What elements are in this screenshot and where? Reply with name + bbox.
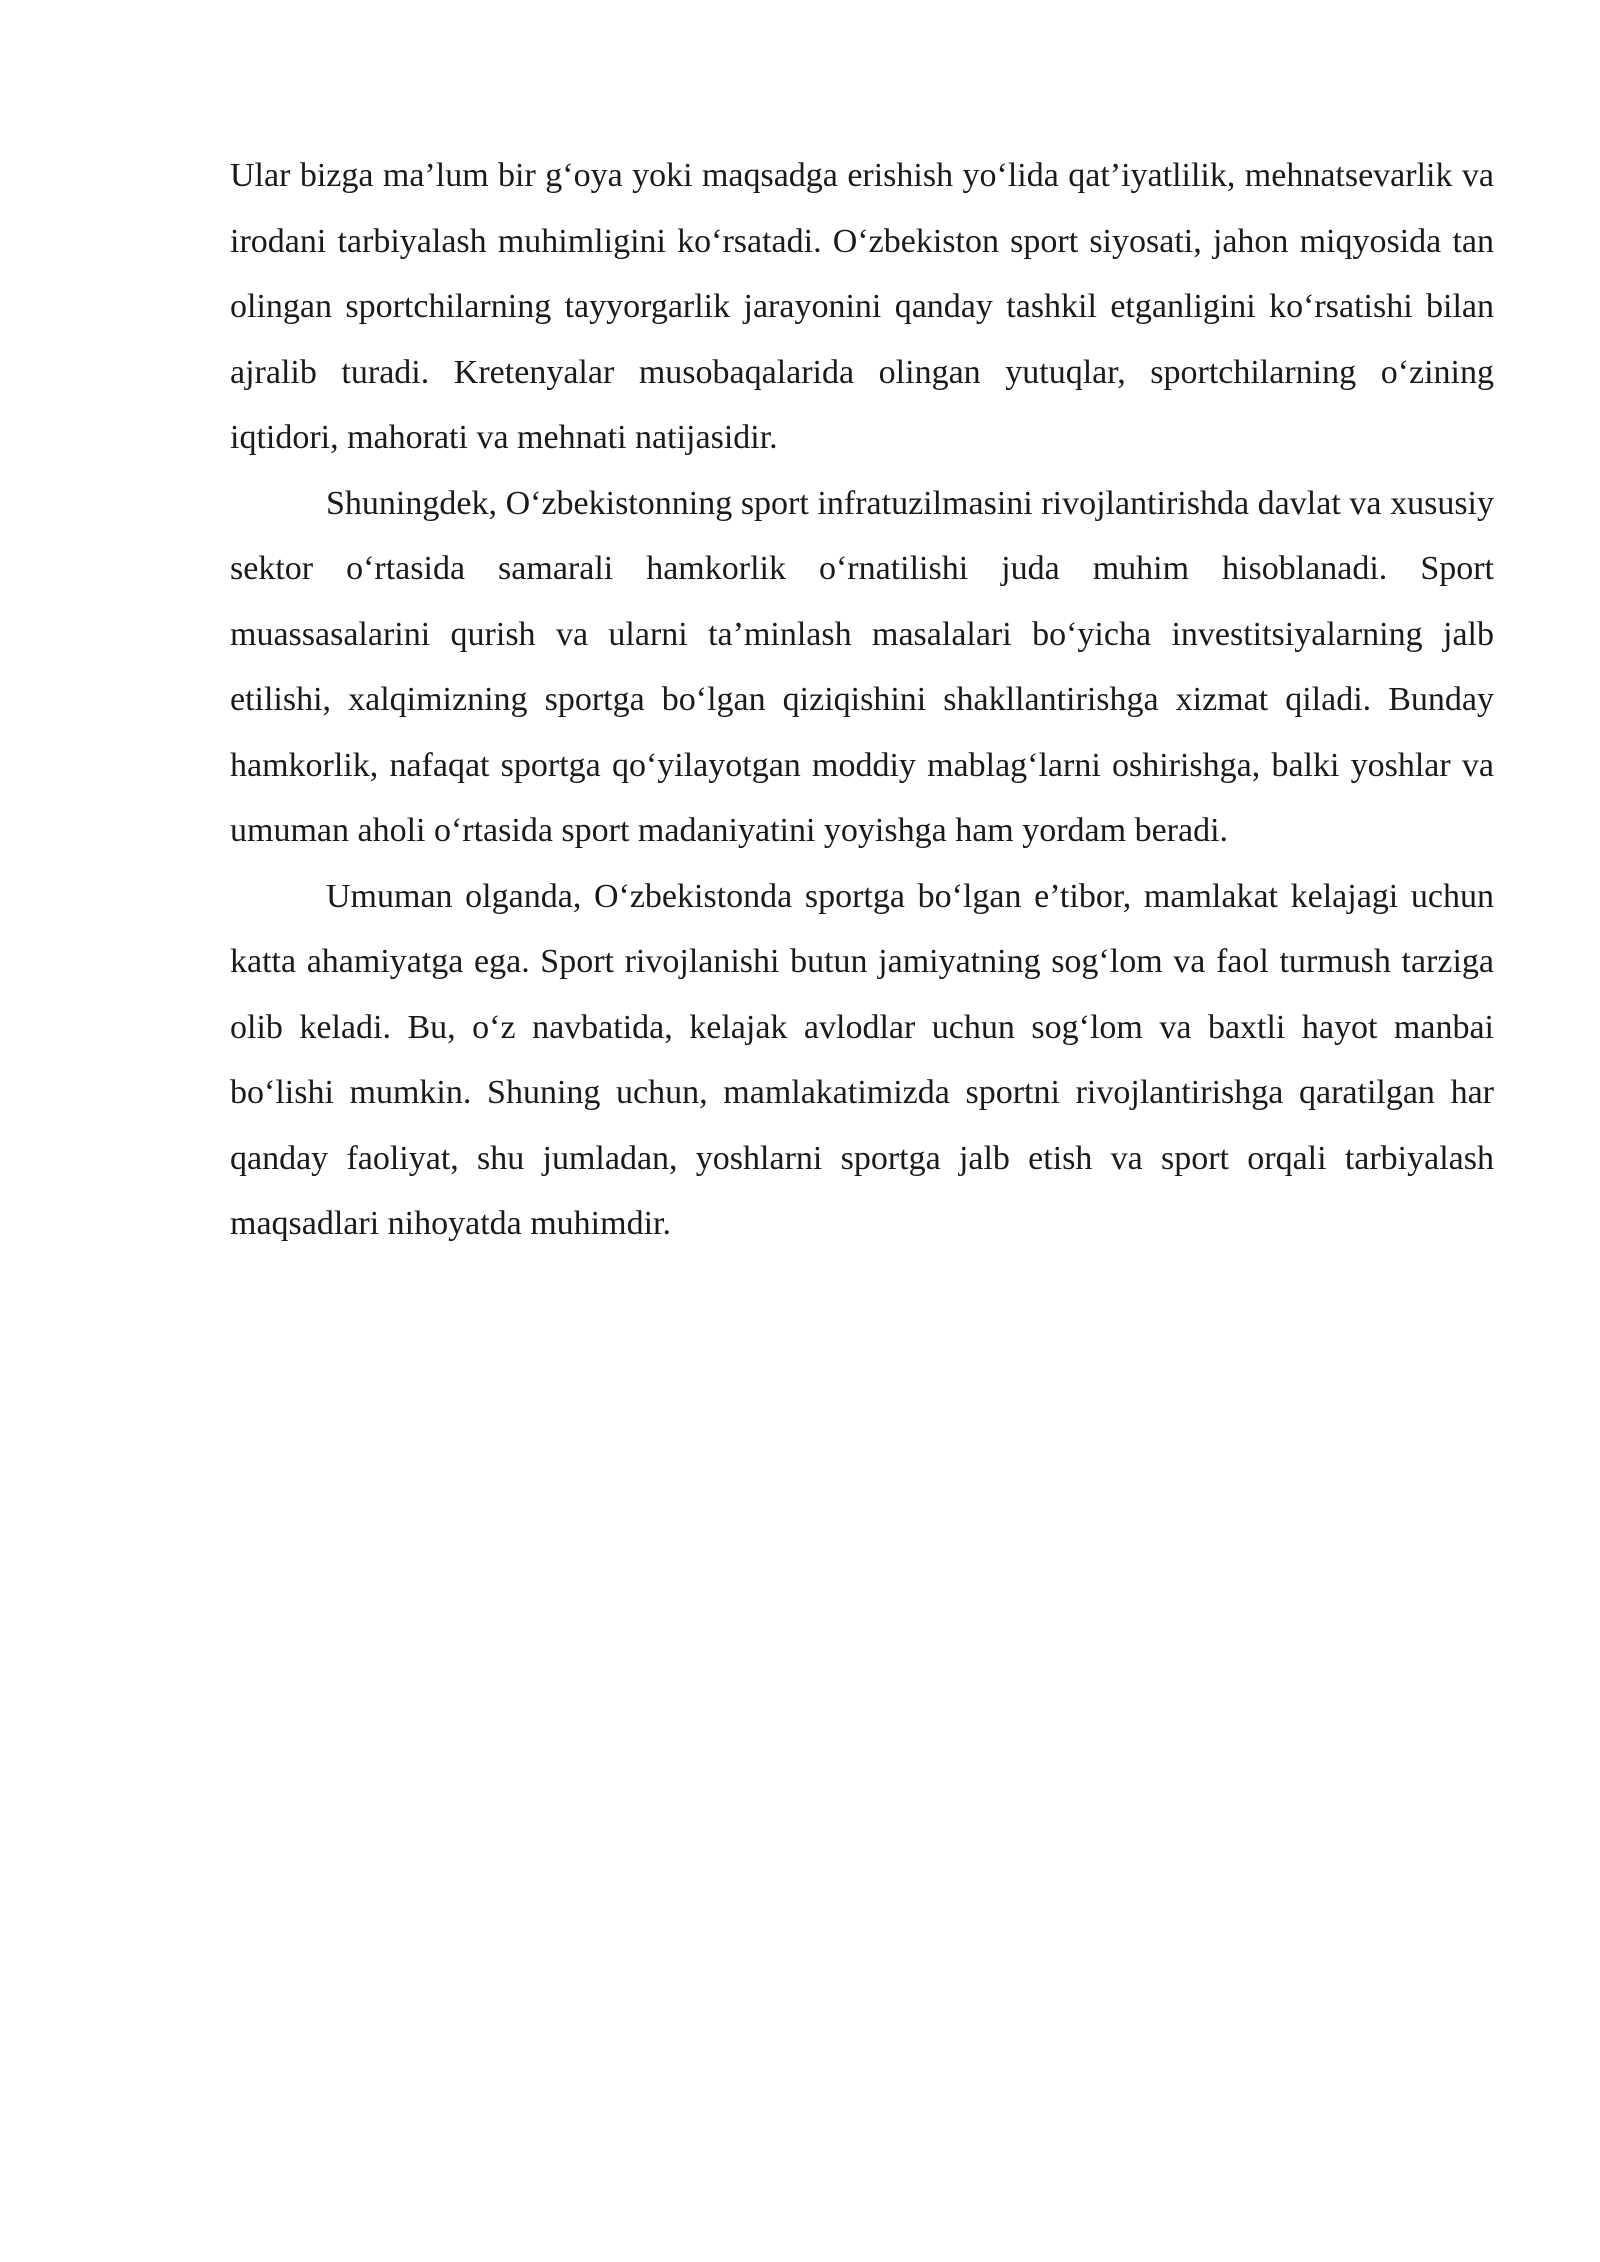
paragraph-1: Ular bizga ma’lum bir g‘oya yoki maqsadga erishish yo‘lida qat’iyatlilik, mehnatsevarlik va irodani tarbiyalash muhimligini ko‘rsatadi. O‘zbekiston sport siyosati, jahon miqyosida tan olingan sportchilarning tayyorgarlik jarayonini qanday tashkil etganligini ko‘rsatishi bilan ajralib turadi. Kretenyalar musobaqalarida olingan yutuqlar, sportchilarning o‘zining iqtidori, mahorati va mehnati natijasidir. <box>230 157 1494 456</box>
paragraph-2: Shuningdek, O‘zbekistonning sport infratuzilmasini rivojlantirishda davlat va xususiy sektor o‘rtasida samarali hamkorlik o‘rnatilishi juda muhim hisoblanadi. Sport muassasalarini qurish va ularni ta’minlash masalalari bo‘yicha investitsiyalarning jalb etilishi, xalqimizning sportga bo‘lgan qiziqishini shakllantirishga xizmat qiladi. Bunday hamkorlik, nafaqat sportga qo‘yilayotgan moddiy mablag‘larni oshirishga, balki yoshlar va umuman aholi o‘rtasida sport madaniyatini yoyishga ham yordam beradi. <box>230 484 1494 849</box>
document-body <box>230 143 1494 1257</box>
paragraph-3: Umuman olganda, O‘zbekistonda sportga bo‘lgan e’tibor, mamlakat kelajagi uchun katta ahamiyatga ega. Sport rivojlanishi butun jamiyatning sog‘lom va faol turmush tarziga olib keladi. Bu, o‘z navbatida, kelajak avlodlar uchun sog‘lom va baxtli hayot manbai bo‘lishi mumkin. Shuning uchun, mamlakatimizda sportni rivojlantirishga qaratilgan har qanday faoliyat, shu jumladan, yoshlarni sportga jalb etish va sport orqali tarbiyalash maqsadlari nihoyatda muhimdir. <box>230 877 1494 1242</box>
